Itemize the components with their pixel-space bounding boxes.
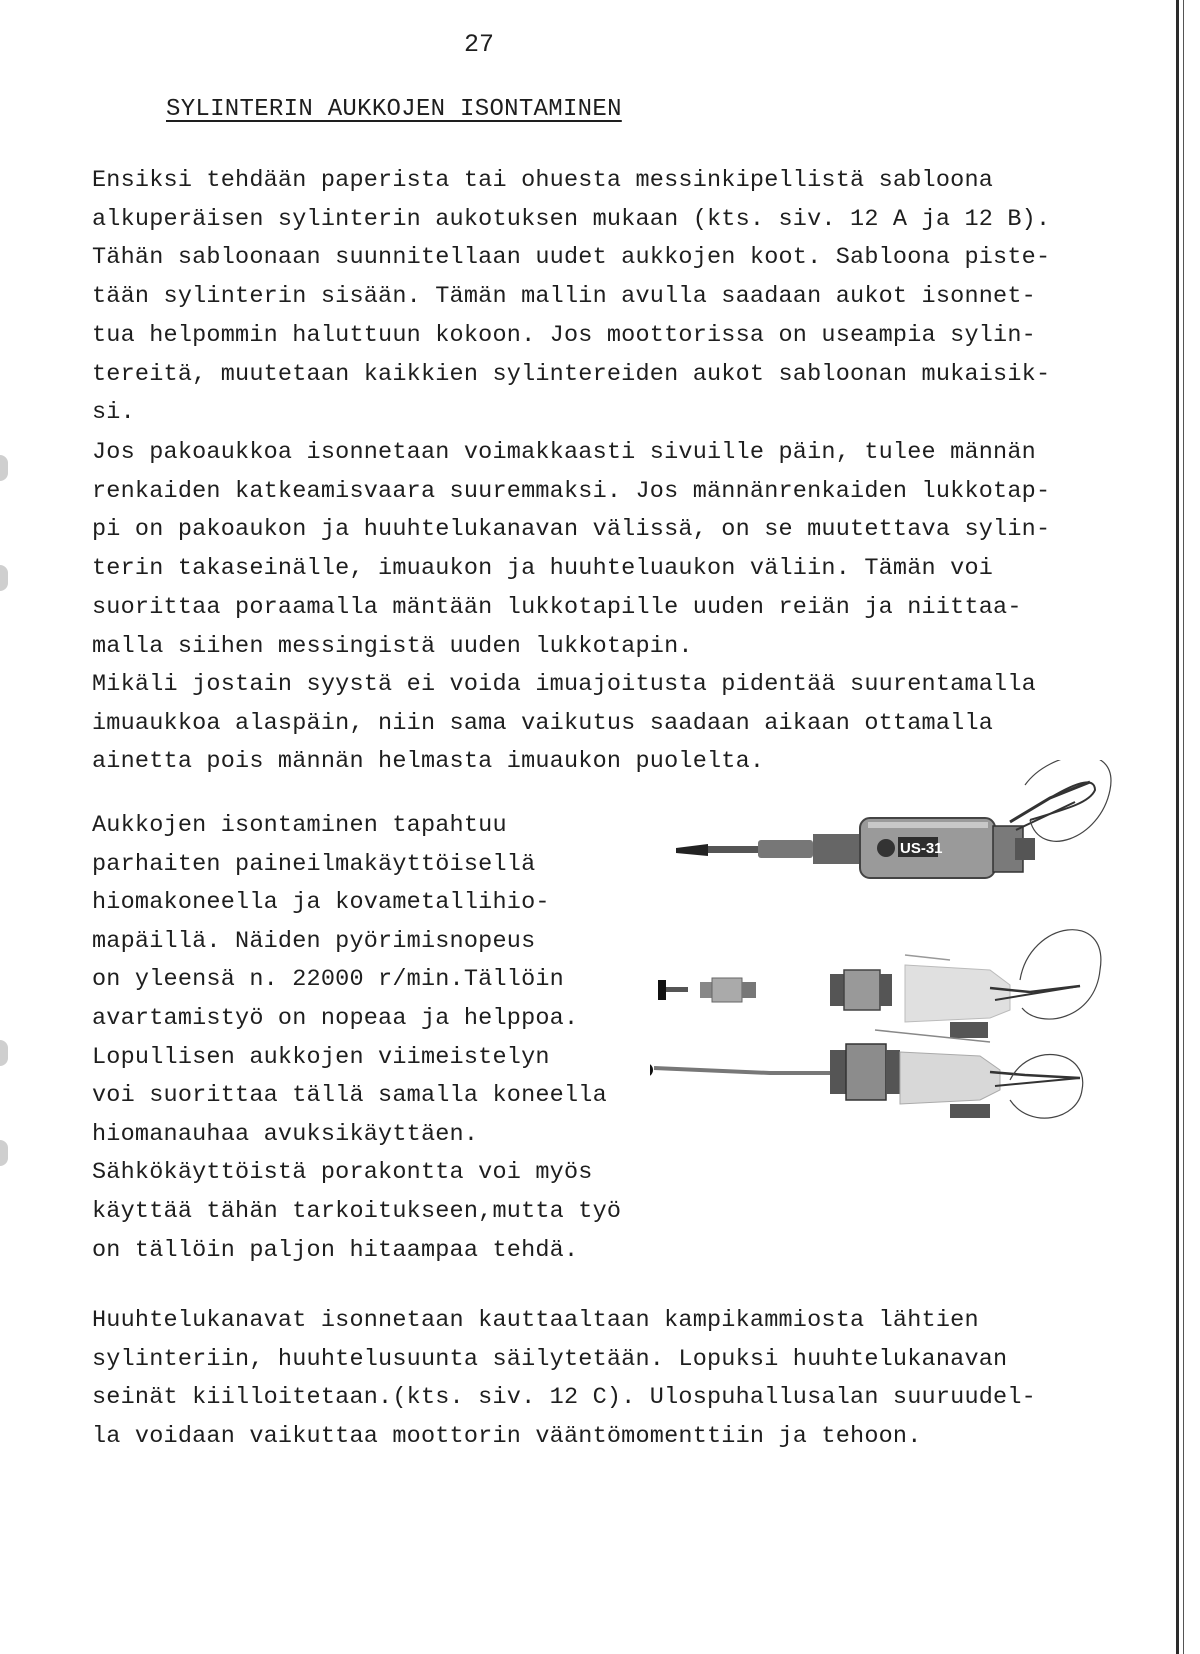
text-line: on yleensä n. 22000 r/min.Tällöin xyxy=(92,966,564,994)
text-line: seinät kiilloitetaan.(kts. siv. 12 C). Ulospuhallusalan suuruudel- xyxy=(92,1384,1036,1412)
text-line: renkaiden katkeamisvaara suuremmaksi. Jos männänrenkaiden lukkotap- xyxy=(92,477,1051,505)
text-line: Ensiksi tehdään paperista tai ohuesta messinkipellistä sabloona xyxy=(92,167,994,194)
text-line: voi suorittaa tällä samalla koneella xyxy=(92,1082,607,1110)
paragraph-grinding-tools xyxy=(92,807,621,1270)
punch-hole xyxy=(0,455,8,481)
text-line: alkuperäisen sylinterin aukotuksen mukaan (kts. siv. 12 A ja 12 B). xyxy=(92,205,1051,233)
text-line: Mikäli jostain syystä ei voida imuajoitusta pidentää suurentamalla xyxy=(92,671,1036,698)
text-line: Lopullisen aukkojen viimeistelyn xyxy=(92,1043,550,1071)
text-line: on tällöin paljon hitaampaa tehdä. xyxy=(92,1236,579,1264)
scan-edge-thin xyxy=(1183,0,1184,1654)
text-line: Huuhtelukanavat isonnetaan kauttaaltaan kampikammiosta lähtien xyxy=(92,1307,979,1334)
text-line: käyttää tähän tarkoitukseen,mutta työ xyxy=(92,1197,622,1225)
text-line: terin takaseinälle, imuaukon ja huuhteluaukon väliin. Tämän voi xyxy=(92,555,994,583)
grinder-disassembled xyxy=(658,930,1101,1038)
punch-hole xyxy=(0,565,8,591)
paragraph-port-widening xyxy=(92,434,1050,666)
text-line: Tähän sabloonaan suunnitellaan uudet aukkojen koot. Sabloona piste- xyxy=(92,244,1051,272)
text-line: tereitä, muutetaan kaikkien sylintereiden aukot sabloonan mukaisik- xyxy=(92,360,1051,388)
text-line: mapäillä. Näiden pyörimisnopeus xyxy=(92,927,536,955)
page-title: SYLINTERIN AUKKOJEN ISONTAMINEN xyxy=(166,96,622,123)
paragraph-transfer-ports xyxy=(92,1302,1036,1457)
text-line: Aukkojen isontaminen tapahtuu xyxy=(92,812,507,839)
punch-hole xyxy=(0,1040,8,1066)
page-number: 27 xyxy=(464,30,495,59)
grinder-with-band xyxy=(650,1030,1083,1118)
punch-hole xyxy=(0,1140,8,1166)
text-line: ainetta pois männän helmasta imuaukon puolelta. xyxy=(92,748,765,776)
paragraph-template xyxy=(92,162,1050,433)
text-line: Jos pakoaukkoa isonnetaan voimakkaasti sivuille päin, tulee männän xyxy=(92,439,1036,466)
text-line: tua helpommin haluttuun kokoon. Jos moottorissa on useampia sylin- xyxy=(92,321,1036,349)
text-line: malla siihen messingistä uuden lukkotapin. xyxy=(92,632,693,660)
text-line: hiomanauhaa avuksikäyttäen. xyxy=(92,1120,479,1148)
grinder-assembled xyxy=(676,760,1111,878)
text-line: pi on pakoaukon ja huuhtelukanavan välissä, on se muutettava sylin- xyxy=(92,516,1051,544)
text-line: la voidaan vaikuttaa moottorin vääntömomenttiin ja tehoon. xyxy=(92,1423,922,1451)
text-line: avartamistyö on nopeaa ja helppoa. xyxy=(92,1004,579,1032)
text-line: Sähkökäyttöistä porakontta voi myös xyxy=(92,1159,593,1187)
text-line: hiomakoneella ja kovametallihio- xyxy=(92,889,550,917)
tool-label: US-31 xyxy=(900,840,943,857)
text-line: parhaiten paineilmakäyttöisellä xyxy=(92,850,536,878)
air-grinder-illustration xyxy=(650,760,1170,1200)
text-line: sylinteriin, huuhtelusuunta säilytetään. Lopuksi huuhtelukanavan xyxy=(92,1345,1008,1373)
text-line: si. xyxy=(92,399,135,427)
scan-edge xyxy=(1176,0,1179,1654)
text-line: imuaukkoa alaspäin, niin sama vaikutus saadaan aikaan ottamalla xyxy=(92,709,994,737)
text-line: suorittaa poraamalla mäntään lukkotapille uuden reiän ja niittaa- xyxy=(92,593,1022,621)
text-line: tään sylinterin sisään. Tämän mallin avulla saadaan aukot isonnet- xyxy=(92,283,1036,311)
